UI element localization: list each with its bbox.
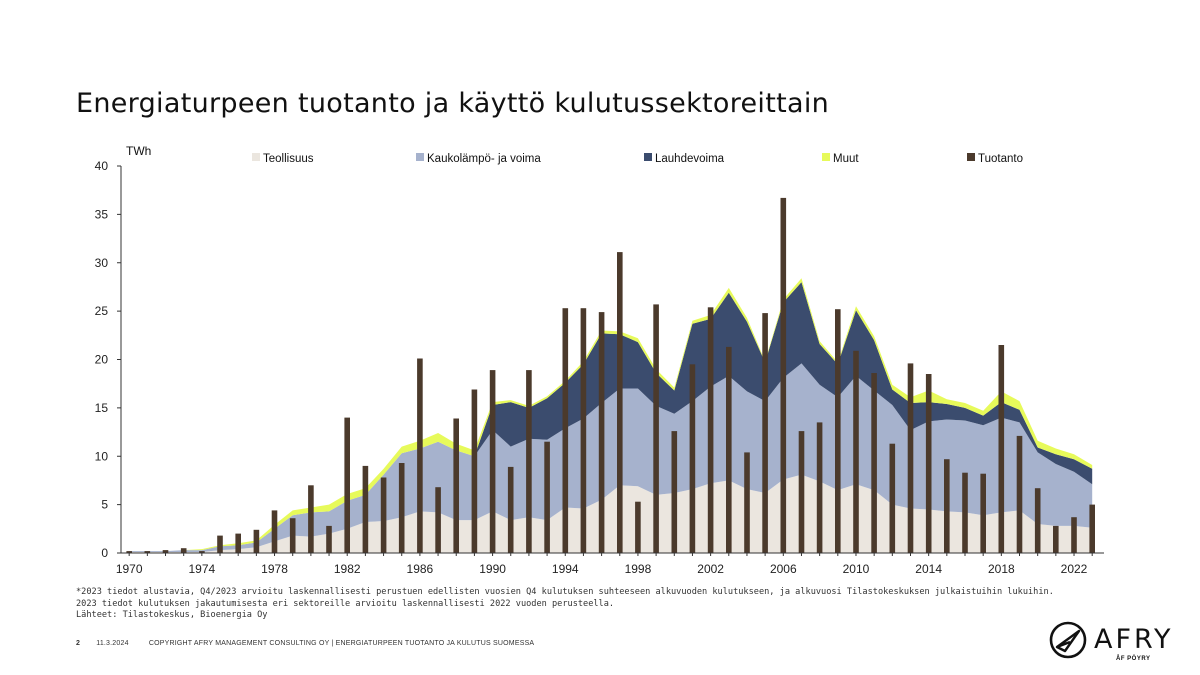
bar-tuotanto-2012 [890,444,896,553]
bar-tuotanto-2001 [690,364,696,553]
bar-tuotanto-1997 [617,252,623,553]
legend-swatch [822,153,830,161]
bar-tuotanto-1988 [453,419,459,554]
bar-tuotanto-2000 [672,431,678,553]
y-tick-label: 20 [94,352,108,367]
y-tick-label: 25 [94,304,108,319]
footer [76,640,552,647]
legend-swatch [644,153,652,161]
bar-tuotanto-1992 [526,370,532,553]
afry-logo-icon [1048,620,1088,660]
legend-swatch [252,153,260,161]
bar-tuotanto-1981 [326,526,332,553]
bar-tuotanto-1995 [581,308,587,553]
x-tick-label: 2018 [987,562,1015,576]
bar-tuotanto-1999 [653,304,659,553]
bar-tuotanto-2020 [1035,488,1041,553]
y-tick-label: 10 [94,449,108,464]
bar-tuotanto-1979 [290,518,296,553]
bar-tuotanto-2005 [762,313,768,553]
x-tick-label: 2010 [842,562,870,576]
bar-tuotanto-2002 [708,307,714,553]
y-tick-label: 15 [94,400,108,415]
x-tick-label: 1990 [479,562,506,576]
bar-tuotanto-2016 [962,473,968,553]
legend-label: Lauhdevoima [655,153,725,165]
bar-tuotanto-1991 [508,467,514,553]
bar-tuotanto-2021 [1053,526,1059,553]
y-tick-label: 30 [94,255,108,270]
x-tick-label: 2014 [915,562,943,576]
bar-tuotanto-1987 [435,487,441,553]
x-tick-label: 1998 [624,562,652,576]
bar-tuotanto-2007 [799,431,805,553]
x-tick-label: 1970 [115,562,143,576]
bar-tuotanto-1983 [363,466,369,553]
bar-tuotanto-2015 [944,459,950,553]
y-tick-label: 40 [94,159,108,173]
bar-tuotanto-1977 [254,530,260,553]
bar-tuotanto-2011 [871,373,877,553]
bar-tuotanto-2017 [980,474,986,553]
bar-tuotanto-1990 [490,370,496,553]
legend [252,153,1023,165]
x-tick-label: 1978 [261,562,288,576]
x-tick-label: 1974 [188,562,216,576]
legend-swatch [416,153,424,161]
legend-label: Muut [833,153,859,165]
bar-tuotanto-1978 [272,510,278,553]
x-tick-label: 2006 [769,562,797,576]
y-tick-label: 5 [101,497,108,512]
page-title: Energiaturpeen tuotanto ja käyttö kulutussektoreittain [76,88,830,119]
bar-tuotanto-2018 [999,345,1005,553]
legend-swatch [967,153,975,161]
bar-tuotanto-1984 [381,478,387,554]
bar-tuotanto-2006 [781,198,787,553]
bar-tuotanto-1973 [181,548,187,553]
bar-tuotanto-1989 [472,390,478,554]
y-tick-label: 0 [101,546,108,560]
footer-date: 11.3.2024 [96,640,129,647]
legend-label: Kaukolämpö- ja voima [427,153,541,165]
y-tick-label: 35 [94,207,108,222]
x-tick-label: 2002 [697,562,724,576]
bar-tuotanto-2022 [1071,517,1077,553]
bar-tuotanto-2014 [926,374,932,553]
bar-tuotanto-1975 [217,536,223,553]
bar-tuotanto-2013 [908,363,914,553]
bar-tuotanto-1980 [308,485,314,553]
bar-tuotanto-1986 [417,359,423,554]
bar-tuotanto-2008 [817,422,823,553]
x-tick-label: 1986 [406,562,434,576]
bar-tuotanto-2009 [835,309,841,553]
page-number: 2 [76,640,81,647]
footnote-line-1: *2023 tiedot alustavia, Q4/2023 arvioitu laskennallisesti perustuen edellisten vuosien Q4 kulutuksen suhteeseen alkuvuoden kulutukseen, ja alkuvuosi Tilastokeskuksen julkaistuihin lukuihin. [76,587,1054,597]
bar-tuotanto-1982 [344,418,350,553]
legend-label: Tuotanto [978,153,1023,165]
bar-tuotanto-2003 [726,347,732,553]
afry-logo [1048,620,1178,664]
bar-tuotanto-1996 [599,312,605,553]
x-tick-label: 2022 [1060,562,1088,576]
bar-tuotanto-2019 [1017,436,1023,553]
bar-tuotanto-1976 [235,534,241,553]
footnote-line-3: Lähteet: Tilastokeskus, Bioenergia Oy [76,610,268,620]
x-tick-label: 1982 [333,562,361,576]
bar-tuotanto-1998 [635,502,641,553]
afry-logo-subtitle: ÅF PÖYRY [1116,656,1151,662]
footer-text: COPYRIGHT AFRY MANAGEMENT CONSULTING OY | ENERGIATURPEEN TUOTANTO JA KULUTUS SUOMESSA [148,640,535,647]
bar-tuotanto-2023 [1089,505,1095,553]
bar-tuotanto-1985 [399,463,405,553]
legend-label: Teollisuus [263,153,314,165]
bar-tuotanto-2010 [853,351,859,553]
y-axis-label: TWh [126,144,152,158]
footnote-line-2: 2023 tiedot kulutuksen jakautumisesta eri sektoreille arvioitu laskennallisesti 2022 vuoden perusteella. [76,598,615,609]
bar-tuotanto-2004 [744,452,750,553]
footnote [76,587,1054,622]
bar-tuotanto-1993 [544,442,550,553]
bar-tuotanto-1994 [563,308,569,553]
afry-logo-wordmark: AFRY [1094,624,1174,655]
x-tick-label: 1994 [551,562,579,576]
